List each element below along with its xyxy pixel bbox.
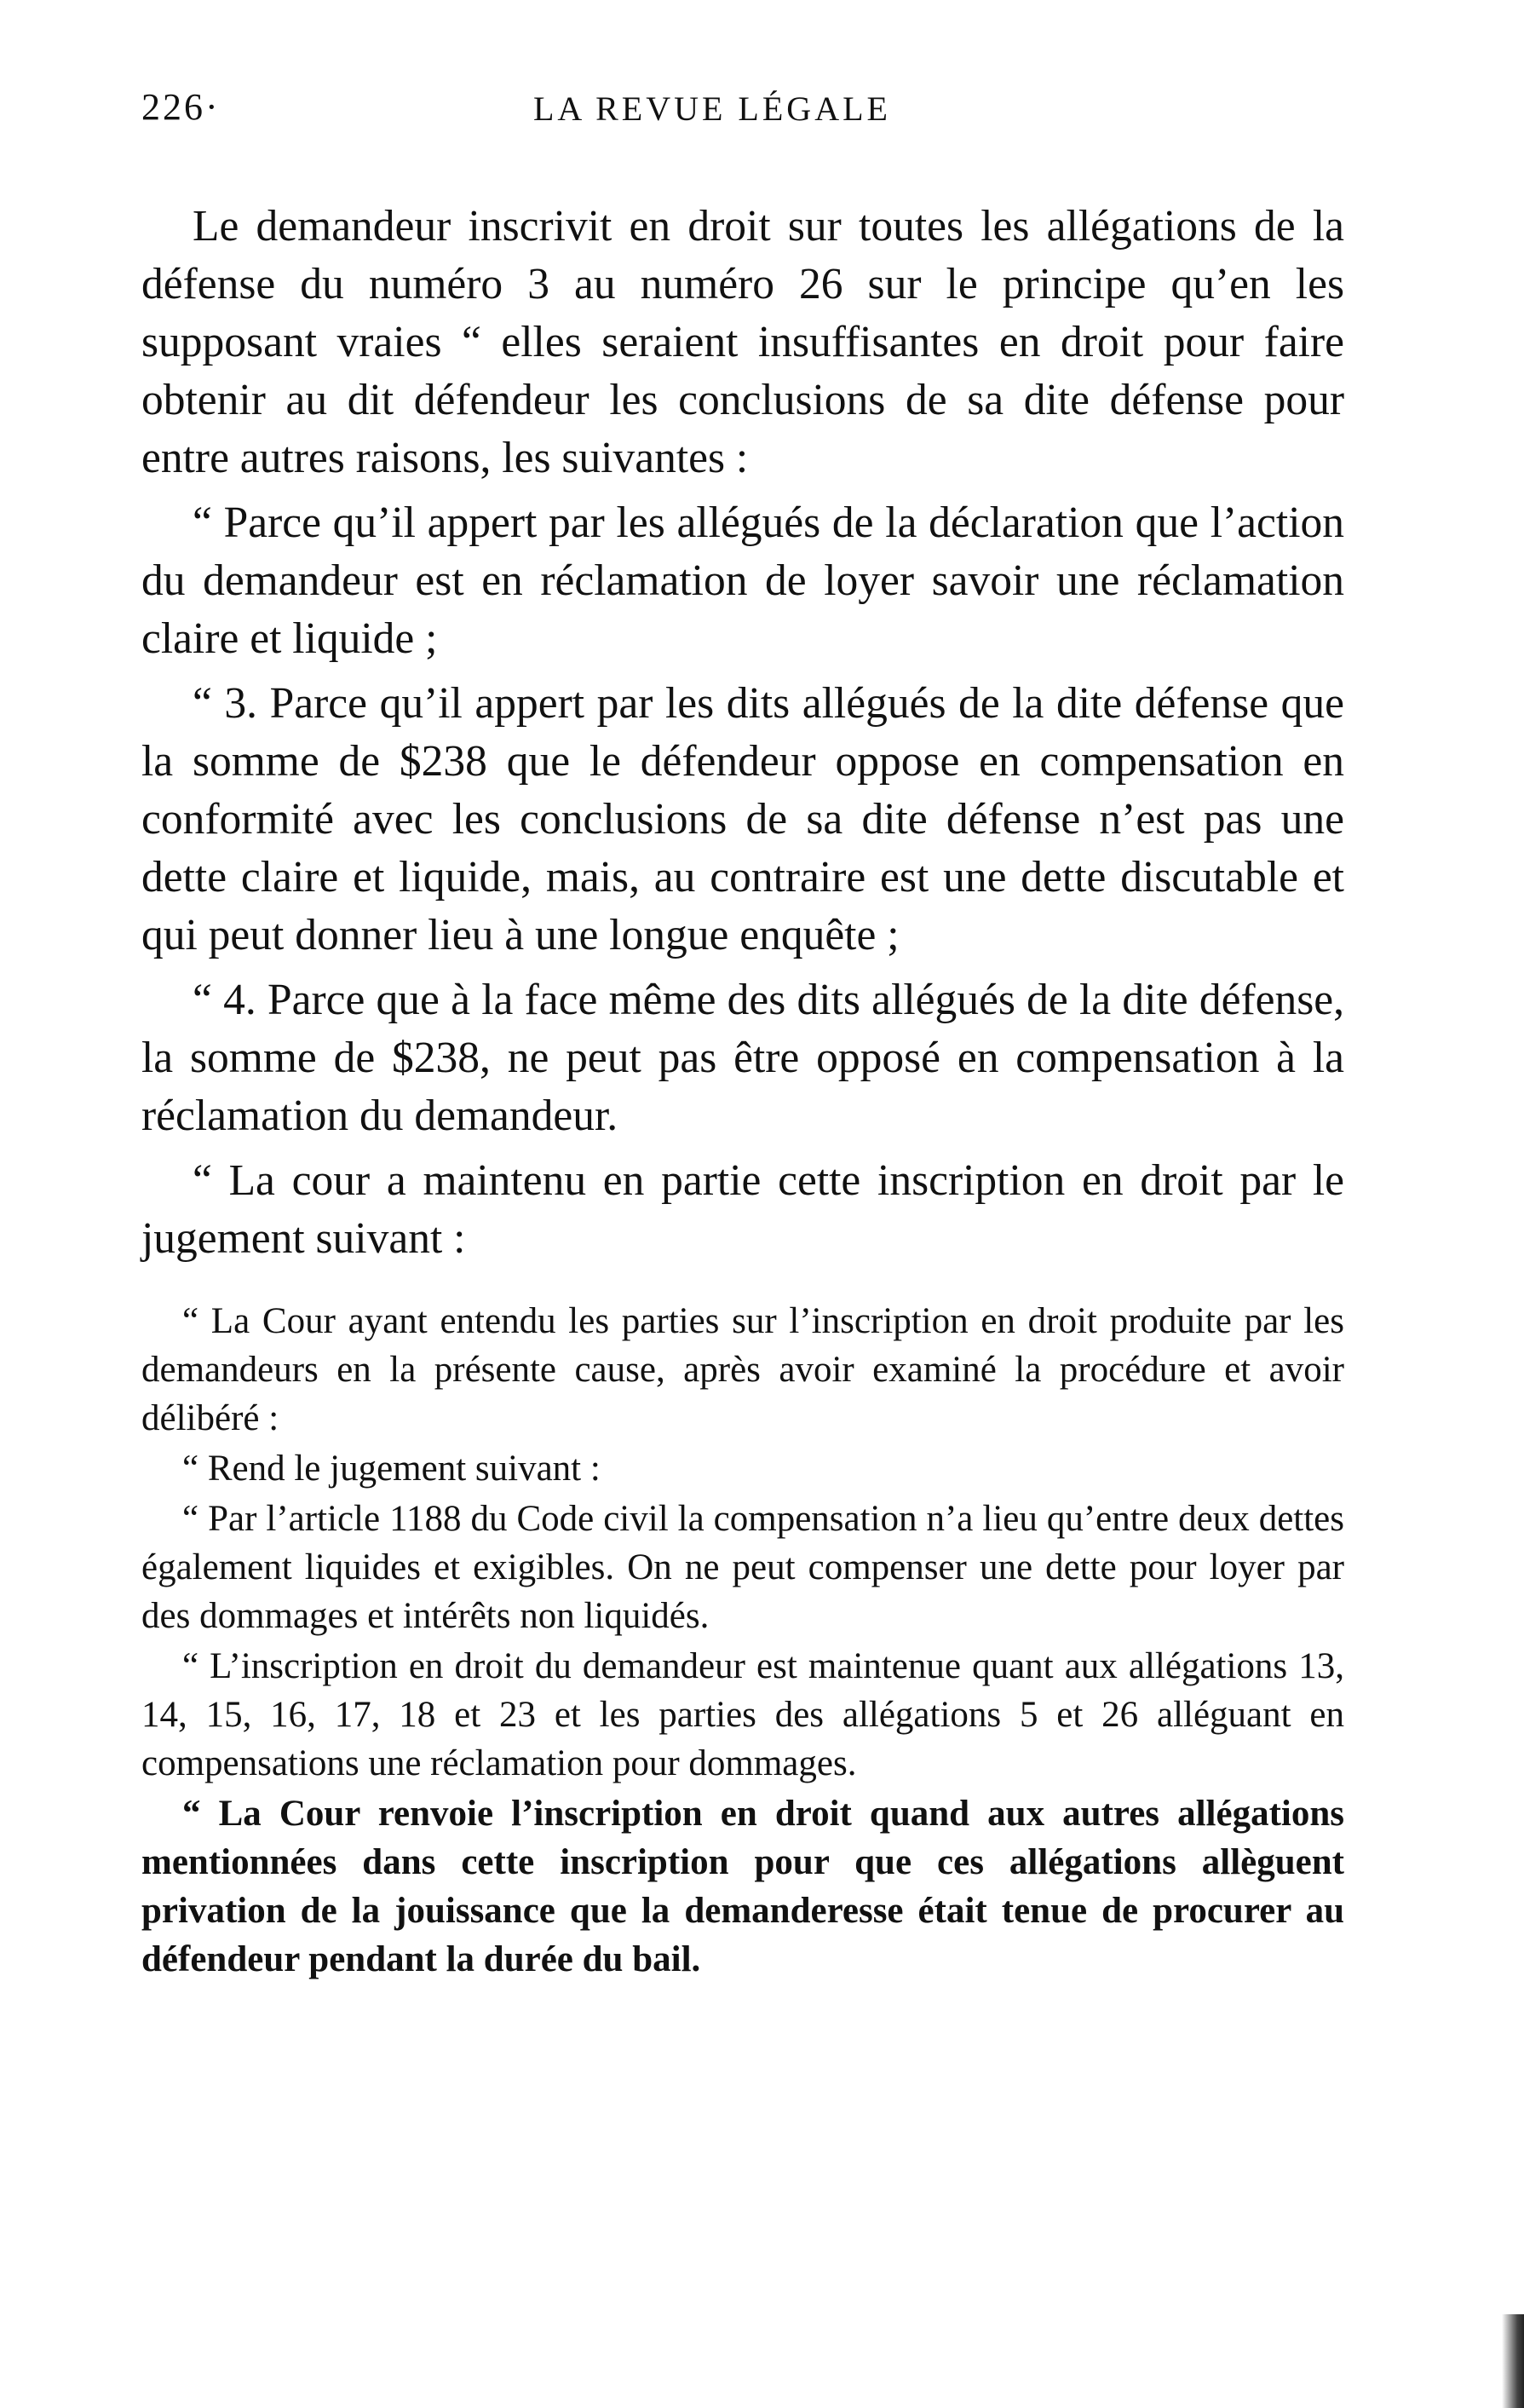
document-page (141, 85, 1344, 1985)
judgment-paragraph: “ Rend le jugement suivant : (182, 1449, 601, 1489)
page-number: 226· (141, 86, 221, 128)
judgment-quote (141, 1297, 1344, 1984)
body-text (141, 198, 1344, 1268)
judgment-paragraph: “ La Cour ayant entendu les parties sur l’inscription en droit produite par les demandeurs en la présente cause, après avoir examiné la procédure et avoir délibéré : (141, 1301, 1344, 1438)
judgment-paragraph: “ L’inscription en droit du demandeur est maintenue quant aux allégations 13, 14, 15, 16, 17, 18 et 23 et les parties des allégations 5 et 26 alléguant en compensations une réclamation pour dommages. (141, 1646, 1344, 1783)
paragraph-reason-1: “ Parce qu’il appert par les allégués de la déclaration que l’action du demandeur est en réclamation de loyer savoir une réclamation claire et liquide ; (141, 498, 1344, 663)
paragraph-demurrer: Le demandeur inscrivit en droit sur toutes les allégations de la défense du numéro 3 au numéro 26 sur le principe qu’en les supposant vraies “ elles seraient insuffisantes en droit pour faire obtenir au dit défendeur les conclusions de sa dite défense pour entre autres raisons, les suivantes : (141, 202, 1344, 482)
paragraph-reason-3: “ 3. Parce qu’il appert par les dits allégués de la dite défense que la somme de $238 que le défendeur oppose en compensation en conformité avec les conclusions de sa dite défense n’est pas une dette claire et liquide, mais, au contraire est une dette discutable et qui peut donner lieu à une longue enquête ; (141, 679, 1344, 959)
scan-edge-artifact (1502, 2314, 1524, 2408)
paragraph-court-decision: “ La cour a maintenu en partie cette inscription en droit par le jugement suivant : (141, 1156, 1344, 1263)
journal-title: LA REVUE LÉGALE (533, 89, 891, 128)
judgment-paragraph: “ La Cour renvoie l’inscription en droit quand aux autres allégations mentionnées dans cette inscription pour que ces allégations allèguent privation de la jouissance que la demanderesse était tenue de procurer au défendeur pendant la durée du bail. (141, 1794, 1344, 1979)
paragraph-reason-4: “ 4. Parce que à la face même des dits allégués de la dite défense, la somme de $238, ne peut pas être opposé en compensation à la réclamation du demandeur. (141, 976, 1344, 1140)
judgment-paragraph: “ Par l’article 1188 du Code civil la compensation n’a lieu qu’entre deux dettes également liquides et exigibles. On ne peut compenser une dette pour loyer par des dommages et intérêts non liquidés. (141, 1499, 1344, 1636)
running-head (141, 85, 1344, 147)
